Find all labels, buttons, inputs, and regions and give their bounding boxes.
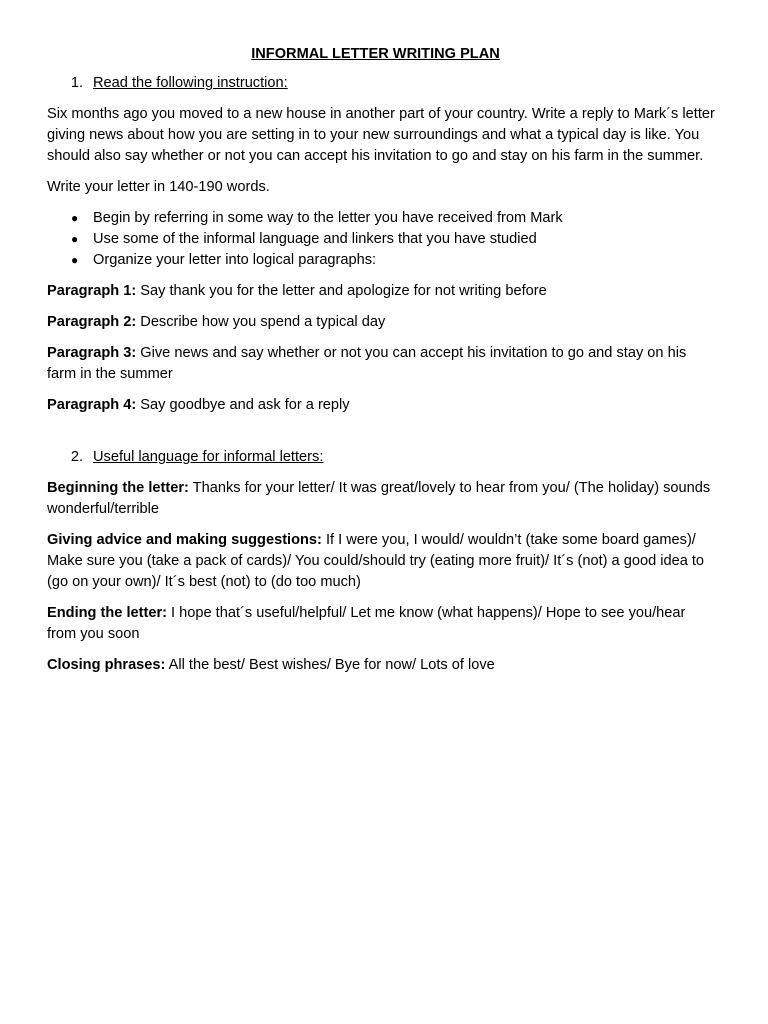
closing-phrases: Closing phrases: All the best/ Best wishes/ Bye for now/ Lots of love xyxy=(47,657,495,673)
instruction-text: Six months ago you moved to a new house in another part of your country. Write a reply to Mark´s letter giving news about how you are setting in to your new surroundings and what a typical day is like. You should also say whether or not you can accept his invitation to go and stay on his farm in the summer. xyxy=(47,106,715,164)
bullet-item: ● Use some of the informal language and linkers that you have studied xyxy=(47,229,718,250)
phrase-label: Giving advice and making suggestions: xyxy=(47,532,322,548)
paragraph-label: Paragraph 2: xyxy=(47,314,137,330)
bullet-icon: ● xyxy=(71,211,79,225)
section-1-heading: Read the following instruction: xyxy=(93,75,288,91)
beginning-letter-phrases: Beginning the letter: Thanks for your letter/ It was great/lovely to hear from you/ (The holiday) sounds wonderful/terrible xyxy=(47,480,711,517)
paragraph-label: Paragraph 4: xyxy=(47,397,137,413)
bullet-item: ● Begin by referring in some way to the letter you have received from Mark xyxy=(47,208,718,229)
word-count-text: Write your letter in 140-190 words. xyxy=(47,179,270,195)
instruction-bullets xyxy=(47,208,718,271)
bullet-icon: ● xyxy=(71,253,79,267)
document-title: INFORMAL LETTER WRITING PLAN xyxy=(251,46,500,62)
section-2-number: 2. xyxy=(70,449,83,465)
bullet-item: ● Organize your letter into logical paragraphs: xyxy=(47,250,718,271)
paragraph-2-plan: Paragraph 2: Describe how you spend a typical day xyxy=(47,314,386,330)
section-2-header xyxy=(47,447,718,468)
paragraph-label: Paragraph 3: xyxy=(47,345,137,361)
paragraph-4-plan: Paragraph 4: Say goodbye and ask for a reply xyxy=(47,397,350,413)
section-1-number: 1. xyxy=(70,75,83,91)
phrase-label: Closing phrases: xyxy=(47,657,166,673)
ending-letter-phrases: Ending the letter: I hope that´s useful/helpful/ Let me know (what happens)/ Hope to see you/hear from you soon xyxy=(47,605,686,642)
paragraph-3-plan: Paragraph 3: Give news and say whether or not you can accept his invitation to go and stay on his farm in the summer xyxy=(47,345,687,382)
phrase-label: Beginning the letter: xyxy=(47,480,189,496)
paragraph-1-plan: Paragraph 1: Say thank you for the letter and apologize for not writing before xyxy=(47,283,547,299)
spacer xyxy=(47,426,718,447)
paragraph-label: Paragraph 1: xyxy=(47,283,137,299)
advice-suggestions-phrases: Giving advice and making suggestions: If I were you, I would/ wouldn’t (take some board games)/ Make sure you (take a pack of cards)/ You could/should try (eating more fruit)/ It´s (not) a good idea to (go on your own)/ It´s best (not) to (do too much) xyxy=(47,532,705,590)
phrase-label: Ending the letter: xyxy=(47,605,167,621)
bullet-icon: ● xyxy=(71,232,79,246)
section-2-heading: Useful language for informal letters: xyxy=(93,449,324,465)
section-1-header xyxy=(47,73,718,94)
